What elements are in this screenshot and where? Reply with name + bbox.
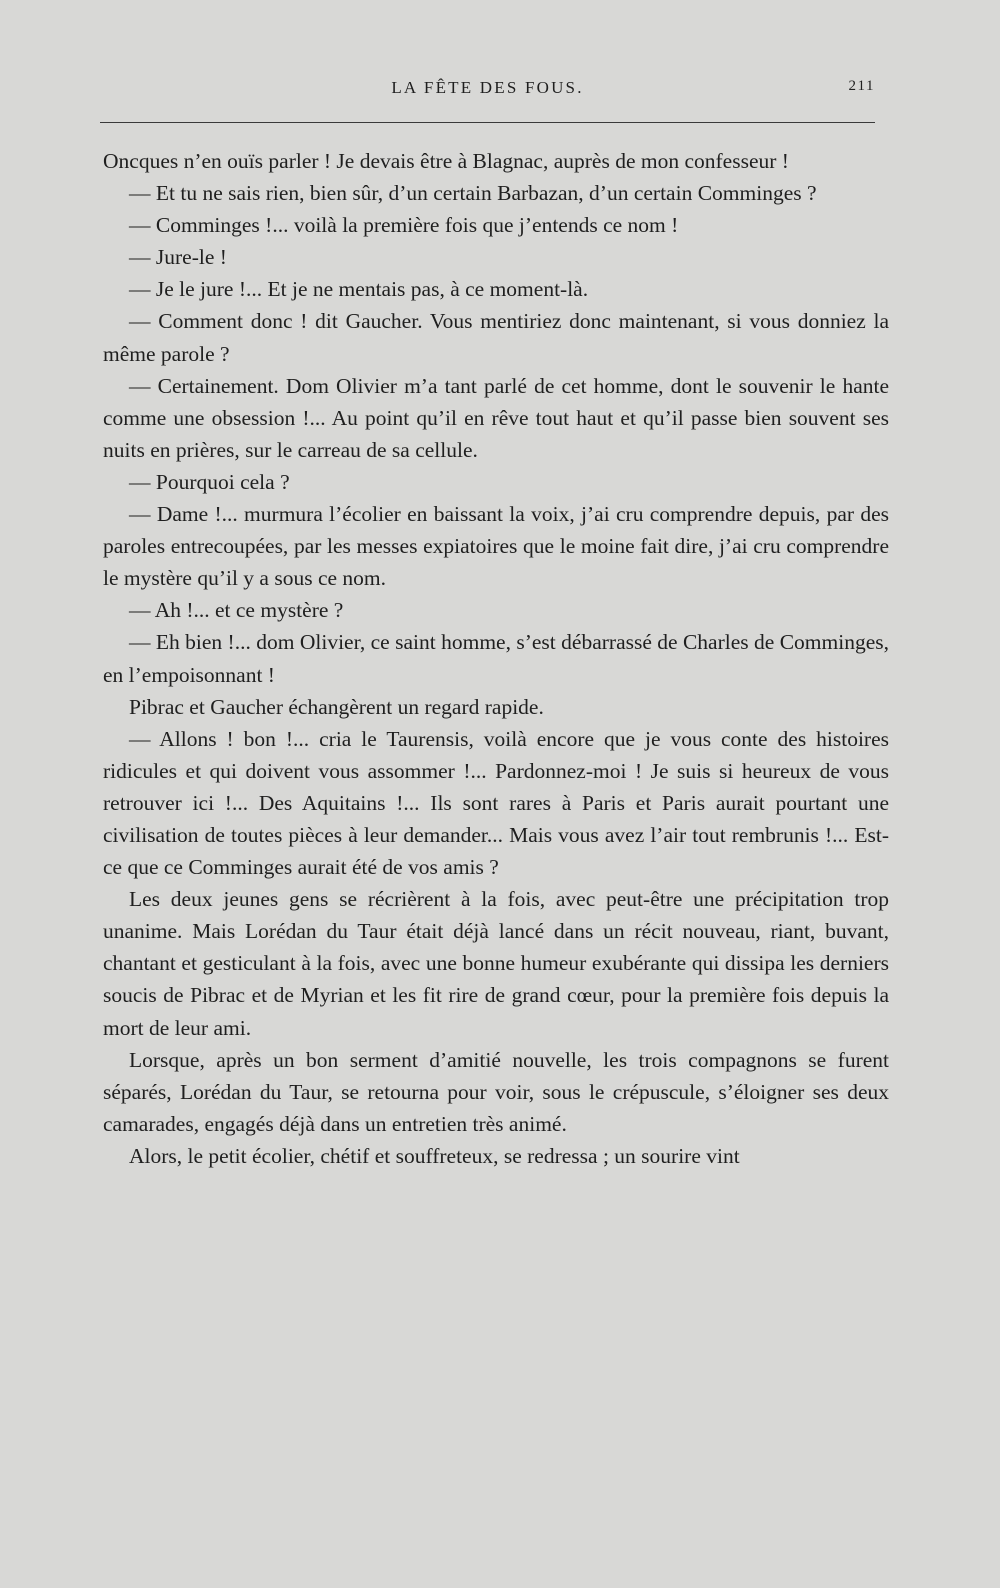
paragraph: — Allons ! bon !... cria le Taurensis, voilà encore que je vous conte des histoires ridicules et qui doivent vous assommer !... Pardonnez-moi ! Je suis si heureux de vous retrouver ici !... Des Aquitains !... Ils sont rares à Paris et Paris aurait pourtant une civilisation de toutes pièces à leur demander... Mais vous avez l’air tout rembrunis !... Est-ce que ce Comminges aurait été de vos amis ? bbox=[103, 726, 889, 880]
header-rule bbox=[100, 122, 875, 123]
paragraph: Lorsque, après un bon serment d’amitié nouvelle, les trois compagnons se furent séparés, Lorédan du Taur, se retourna pour voir, sous le crépuscule, s’éloigner ses deux camarades, engagés déjà dans un entretien très animé. bbox=[103, 1047, 889, 1136]
paragraph: — Et tu ne sais rien, bien sûr, d’un certain Barbazan, d’un certain Comminges ? bbox=[129, 181, 817, 206]
paragraph: Pibrac et Gaucher échangèrent un regard rapide. bbox=[129, 694, 544, 719]
paragraph: — Dame !... murmura l’écolier en baissant la voix, j’ai cru comprendre depuis, par des paroles entrecoupées, par les messes expiatoires que le moine fait dire, j’ai cru comprendre le mystère qu’il y a sous ce nom. bbox=[103, 502, 889, 591]
paragraph: Les deux jeunes gens se récrièrent à la fois, avec peut-être une précipitation trop unanime. Mais Lorédan du Taur était déjà lancé dans un récit nouveau, riant, buvant, chantant et gesticulant à la fois, avec une bonne humeur exubérante qui dissipa les derniers soucis de Pibrac et de Myrian et les fit rire de grand cœur, pour la première fois depuis la mort de leur ami. bbox=[103, 887, 889, 1040]
page-header bbox=[100, 78, 875, 95]
running-title: LA FÊTE DES FOUS. bbox=[391, 78, 584, 97]
body-text bbox=[103, 145, 889, 1172]
paragraph: — Comminges !... voilà la première fois que j’entends ce nom ! bbox=[129, 213, 679, 238]
paragraph: — Ah !... et ce mystère ? bbox=[129, 598, 344, 623]
paragraph: — Je le jure !... Et je ne mentais pas, à ce moment-là. bbox=[129, 277, 589, 302]
paragraph: — Pourquoi cela ? bbox=[129, 469, 290, 494]
paragraph: — Comment donc ! dit Gaucher. Vous mentiriez donc maintenant, si vous donniez la même parole ? bbox=[103, 309, 889, 366]
paragraph: — Jure-le ! bbox=[129, 245, 227, 270]
paragraph: Alors, le petit écolier, chétif et souffreteux, se redressa ; un sourire vint bbox=[129, 1143, 740, 1168]
paragraph: — Eh bien !... dom Olivier, ce saint homme, s’est débarrassé de Charles de Comminges, en l’empoisonnant ! bbox=[103, 630, 889, 687]
paragraph: Oncques n’en ouïs parler ! Je devais être à Blagnac, auprès de mon confesseur ! bbox=[103, 149, 789, 173]
page-number: 211 bbox=[848, 78, 875, 94]
paragraph: — Certainement. Dom Olivier m’a tant parlé de cet homme, dont le souvenir le hante comme une obsession !... Au point qu’il en rêve tout haut et qu’il passe bien souvent ses nuits en prières, sur le carreau de sa cellule. bbox=[103, 373, 889, 462]
